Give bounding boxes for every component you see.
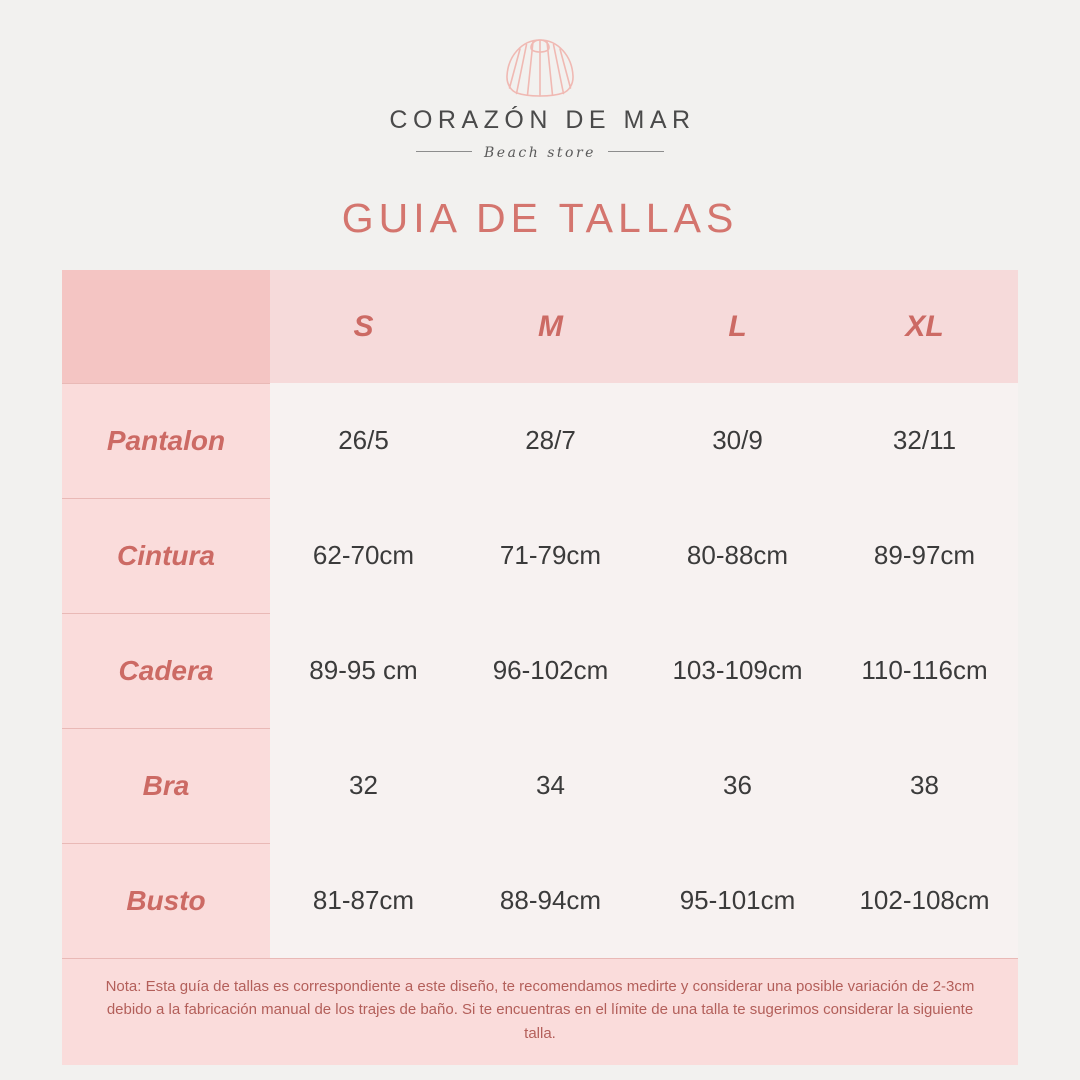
row-label-busto: Busto: [62, 843, 270, 958]
column-header-l: L: [644, 270, 831, 383]
subtitle-rule-left: [416, 151, 472, 152]
cell-cadera-xl: 110-116cm: [831, 613, 1018, 728]
column-header-xl: XL: [831, 270, 1018, 383]
cell-cintura-xl: 89-97cm: [831, 498, 1018, 613]
cell-busto-l: 95-101cm: [644, 843, 831, 958]
brand-header: [0, 0, 1080, 161]
cell-cadera-m: 96-102cm: [457, 613, 644, 728]
table-row: [62, 383, 1018, 498]
row-label-cadera: Cadera: [62, 613, 270, 728]
column-header-s: S: [270, 270, 457, 383]
column-header-m: M: [457, 270, 644, 383]
size-table: [62, 270, 1018, 958]
table-row: [62, 613, 1018, 728]
cell-busto-s: 81-87cm: [270, 843, 457, 958]
cell-bra-l: 36: [644, 728, 831, 843]
cell-pantalon-m: 28/7: [457, 383, 644, 498]
row-label-bra: Bra: [62, 728, 270, 843]
table-header-row: [62, 270, 1018, 383]
cell-cintura-l: 80-88cm: [644, 498, 831, 613]
cell-cintura-m: 71-79cm: [457, 498, 644, 613]
size-guide-note: Nota: Esta guía de tallas es correspondiente a este diseño, te recomendamos medirte y considerar una posible variación de 2-3cm debido a la fabricación manual de los trajes de baño. Si te encuentras en el límite de una talla te sugerimos considerar la siguiente talla.: [62, 959, 1018, 1065]
brand-name-row: [0, 106, 1080, 135]
cell-bra-s: 32: [270, 728, 457, 843]
cell-cadera-s: 89-95 cm: [270, 613, 457, 728]
page-title: GUIA DE TALLAS: [341, 195, 739, 241]
subtitle-rule-right: [608, 151, 664, 152]
cell-pantalon-l: 30/9: [644, 383, 831, 498]
table-row: [62, 728, 1018, 843]
cell-cadera-l: 103-109cm: [644, 613, 831, 728]
table-corner-cell: [62, 270, 270, 383]
cell-pantalon-s: 26/5: [270, 383, 457, 498]
cell-busto-xl: 102-108cm: [831, 843, 1018, 958]
table-row: [62, 843, 1018, 958]
brand-subtitle-row: [0, 141, 1080, 161]
cell-busto-m: 88-94cm: [457, 843, 644, 958]
brand-subtitle: Beach store: [484, 145, 596, 161]
cell-cintura-s: 62-70cm: [270, 498, 457, 613]
cell-bra-xl: 38: [831, 728, 1018, 843]
row-label-pantalon: Pantalon: [62, 383, 270, 498]
size-table-wrapper: [62, 270, 1018, 959]
brand-name: CORAZÓN DE MAR: [389, 106, 696, 134]
cell-bra-m: 34: [457, 728, 644, 843]
seashell-icon: [0, 36, 1080, 98]
row-label-cintura: Cintura: [62, 498, 270, 613]
cell-pantalon-xl: 32/11: [831, 383, 1018, 498]
table-row: [62, 498, 1018, 613]
